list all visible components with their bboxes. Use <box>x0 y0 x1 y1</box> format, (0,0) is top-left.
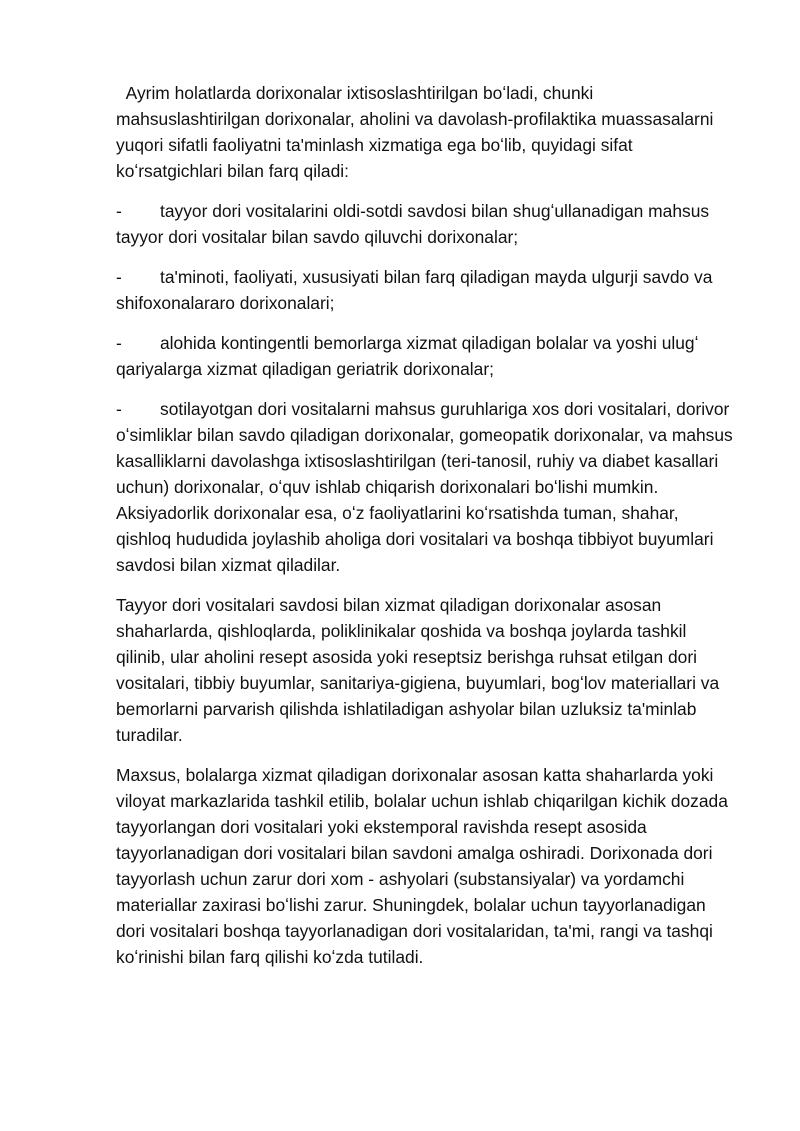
list-bullet: - <box>116 267 122 287</box>
list-item-text: tayyor dori vositalarini oldi-sotdi savdosi bilan shugʻullanadigan mahsus tayyor dori vositalar bilan savdo qiluvchi dorixonalar; <box>116 201 710 247</box>
list-bullet: - <box>116 399 122 419</box>
list-item <box>116 330 738 382</box>
list-bullet: - <box>116 201 122 221</box>
feature-list <box>116 198 738 578</box>
intro-paragraph: Ayrim holatlarda dorixonalar ixtisoslashtirilgan boʻladi, chunki mahsuslashtirilgan dorixonalar, aholini va davolash-profilaktika muassasalarni yuqori sifatli faoliyatni ta'minlash xizmatiga ega boʻlib, quyidagi sifat koʻrsatgichlari bilan farq qiladi: <box>116 83 719 181</box>
list-item <box>116 396 738 578</box>
list-item-text: alohida kontingentli bemorlarga xizmat qiladigan bolalar va yoshi ulugʻ qariyalarga xizmat qiladigan geriatrik dorixonalar; <box>116 333 699 379</box>
list-bullet: - <box>116 333 122 353</box>
children-pharmacy-paragraph: Maxsus, bolalarga xizmat qiladigan dorixonalar asosan katta shaharlarda yoki viloyat markazlarida tashkil etilib, bolalar uchun ishlab chiqarilgan kichik dozada tayyorlangan dori vositalari yoki ekstemporal ravishda resept asosida tayyorlanadigan dori vositalari bilan savdoni amalga oshiradi. Dorixonada dori tayyorlash uchun zarur dori xom - ashyolari (substansiyalar) va yordamchi materiallar zaxirasi boʻlishi zarur. Shuningdek, bolalar uchun tayyorlanadigan dori vositalari boshqa tayyorlanadigan dori vositalaridan, ta'mi, rangi va tashqi koʻrinishi bilan farq qilishi koʻzda tutiladi. <box>116 765 728 967</box>
list-item-text: sotilayotgan dori vositalarni mahsus guruhlariga xos dori vositalari, dorivor oʻsimliklar bilan savdo qiladigan dorixonalar, gomeopatik dorixonalar, va mahsus kasalliklarni davolashga ixtisoslashtirilgan (teri-tanosil, ruhiy va diabet kasallari uchun) dorixonalar, oʻquv ishlab chiqarish dorixonalari boʻlishi mumkin. Aksiyadorlik dorixonalar esa, oʻz faoliyatlarini koʻrsatishda tuman, shahar, qishloq hududida joylashib aholiga dori vositalari va boshqa tibbiyot buyumlari savdosi bilan xizmat qiladilar. <box>116 399 733 575</box>
list-item <box>116 264 738 316</box>
list-item-text: ta'minoti, faoliyati, xususiyati bilan farq qiladigan mayda ulgurji savdo va shifoxonalararo dorixonalari; <box>116 267 713 313</box>
list-item <box>116 198 738 250</box>
retail-pharmacy-paragraph: Tayyor dori vositalari savdosi bilan xizmat qiladigan dorixonalar asosan shaharlarda, qishloqlarda, poliklinikalar qoshida va boshqa joylarda tashkil qilinib, ular aholini resept asosida yoki reseptsiz berishga ruhsat etilgan dori vositalari, tibbiy buyumlar, sanitariya-gigiena, buyumlari, bogʻlov materiallari va bemorlarni parvarish qilishda ishlatiladigan ashyolar bilan uzluksiz ta'minlab turadilar. <box>116 595 720 745</box>
